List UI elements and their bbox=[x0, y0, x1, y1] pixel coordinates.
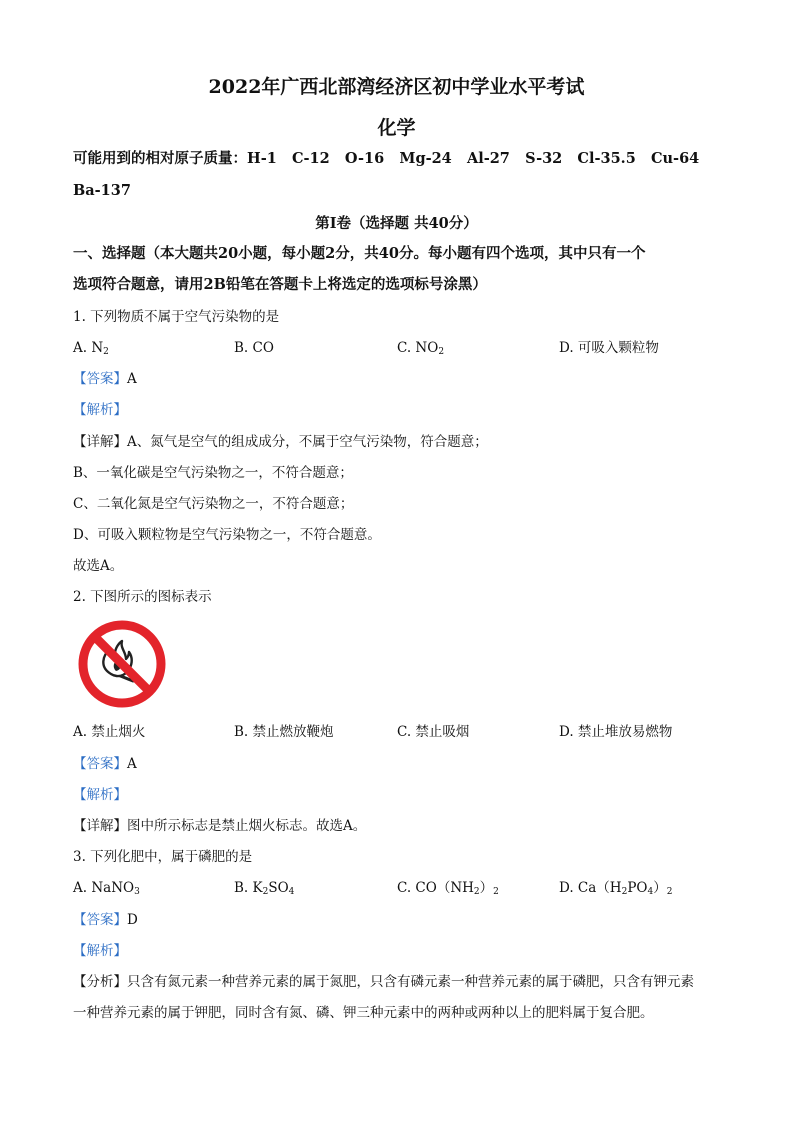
atomic-mass-item: O-16 bbox=[344, 150, 385, 167]
atomic-mass-item: Cu-64 bbox=[650, 150, 700, 167]
analysis-tag: 【解析】 bbox=[73, 943, 127, 959]
atomic-mass-item: C-12 bbox=[291, 150, 330, 167]
explain-tag: 【分析】 bbox=[73, 974, 127, 990]
q2-stem: 2. 下图所示的图标表示 bbox=[73, 589, 212, 605]
q3-option-d-text: ） bbox=[653, 880, 667, 896]
q3-option-a-text: A. NaNO bbox=[73, 880, 135, 896]
q3-explain-2: 一种营养元素的属于钾肥，同时含有氮、磷、钾三种元素中的两种或两种以上的肥料属于复合肥。 bbox=[73, 1005, 654, 1021]
q3-option-b-text: SO bbox=[268, 880, 289, 896]
subscript: 4 bbox=[647, 887, 654, 897]
q3-answer bbox=[73, 911, 723, 929]
q1-detail-4: D、可吸入颗粒物是空气污染物之一，不符合题意。 bbox=[73, 527, 381, 543]
no-fire-sign-icon bbox=[77, 619, 167, 709]
atomic-mass-label: 可能用到的相对原子质量： bbox=[73, 150, 247, 167]
q1-option-b: B. CO bbox=[234, 340, 274, 356]
detail-tag: 【详解】 bbox=[73, 818, 127, 834]
q2-option-b: B. 禁止燃放鞭炮 bbox=[234, 724, 334, 740]
q1-stem: 1. 下列物质不属于空气污染物的是 bbox=[73, 309, 280, 325]
q1-detail-1 bbox=[73, 433, 723, 451]
atomic-mass-last: Ba-137 bbox=[73, 182, 131, 199]
explain-text: 只含有氮元素一种营养元素的属于氮肥，只含有磷元素一种营养元素的属于磷肥，只含有钾元素 bbox=[127, 974, 694, 990]
q2-option-c: C. 禁止吸烟 bbox=[397, 724, 470, 740]
atomic-mass-line bbox=[73, 150, 723, 168]
q2-option-a: A. 禁止烟火 bbox=[73, 724, 146, 740]
q2-answer bbox=[73, 755, 723, 773]
q3-option-d bbox=[559, 879, 672, 901]
atomic-mass-item: H-1 bbox=[247, 150, 277, 167]
detail-text: A、氮气是空气的组成成分，不属于空气污染物，符合题意； bbox=[127, 434, 488, 450]
subscript: 2 bbox=[103, 347, 109, 357]
q1-option-c bbox=[397, 339, 444, 361]
q1-option-d: D. 可吸入颗粒物 bbox=[559, 340, 659, 356]
answer-value: A bbox=[127, 756, 137, 772]
q1-option-c-text: C. NO bbox=[397, 340, 439, 356]
q2-option-d: D. 禁止堆放易燃物 bbox=[559, 724, 673, 740]
q3-option-c-text: ） bbox=[479, 880, 494, 896]
answer-value: D bbox=[127, 912, 138, 928]
atomic-mass-item: S-32 bbox=[525, 150, 563, 167]
subscript: 2 bbox=[473, 887, 480, 897]
atomic-mass-item: Mg-24 bbox=[399, 150, 452, 167]
atomic-mass-item: Cl-35.5 bbox=[577, 150, 636, 167]
subscript: 2 bbox=[666, 887, 673, 897]
exam-title: 2022年广西北部湾经济区初中学业水平考试 bbox=[208, 76, 585, 98]
q1-option-a-text: A. N bbox=[73, 340, 104, 356]
answer-tag: 【答案】 bbox=[73, 756, 127, 772]
q1-detail-3: C、二氧化氮是空气污染物之一，不符合题意； bbox=[73, 496, 354, 512]
detail-tag: 【详解】 bbox=[73, 434, 127, 450]
subscript: 3 bbox=[134, 887, 140, 897]
q1-detail-5: 故选A。 bbox=[73, 558, 124, 574]
answer-value: A bbox=[127, 371, 137, 387]
q1-analysis bbox=[73, 401, 723, 419]
q3-option-c bbox=[397, 879, 499, 901]
q3-analysis bbox=[73, 942, 723, 960]
q1-answer bbox=[73, 370, 723, 388]
subscript: 2 bbox=[438, 347, 445, 357]
answer-tag: 【答案】 bbox=[73, 912, 127, 928]
q3-option-d-text: D. Ca（H bbox=[559, 880, 622, 896]
q3-option-b bbox=[234, 879, 294, 901]
analysis-tag: 【解析】 bbox=[73, 787, 127, 803]
atomic-mass-item: Al-27 bbox=[466, 150, 510, 167]
q2-detail bbox=[73, 817, 723, 835]
q3-explain-1 bbox=[73, 973, 723, 991]
q1-detail-2: B、一氧化碳是空气污染物之一，不符合题意； bbox=[73, 465, 353, 481]
q3-stem: 3. 下列化肥中，属于磷肥的是 bbox=[73, 849, 253, 865]
section-instruction-1: 一、选择题（本大题共20小题，每小题2分，共40分。每小题有四个选项，其中只有一个 bbox=[73, 245, 646, 262]
analysis-tag: 【解析】 bbox=[73, 402, 127, 418]
section-instruction-2: 选项符合题意，请用2B铅笔在答题卡上将选定的选项标号涂黑） bbox=[73, 276, 487, 293]
q1-option-a bbox=[73, 339, 109, 361]
subscript: 2 bbox=[493, 887, 499, 897]
subscript: 2 bbox=[621, 887, 628, 897]
subject-title: 化学 bbox=[377, 117, 416, 139]
detail-text: 图中所示标志是禁止烟火标志。故选A。 bbox=[127, 818, 367, 834]
q3-option-a bbox=[73, 879, 140, 901]
q3-option-b-text: B. K bbox=[234, 880, 263, 896]
subscript: 2 bbox=[262, 887, 269, 897]
answer-tag: 【答案】 bbox=[73, 371, 127, 387]
subscript: 4 bbox=[288, 887, 295, 897]
q2-analysis bbox=[73, 786, 723, 804]
volume-heading: 第Ⅰ卷（选择题 共40分） bbox=[315, 215, 478, 232]
q3-option-d-text: PO bbox=[627, 880, 648, 896]
q3-option-c-text: C. CO（NH bbox=[397, 880, 474, 896]
